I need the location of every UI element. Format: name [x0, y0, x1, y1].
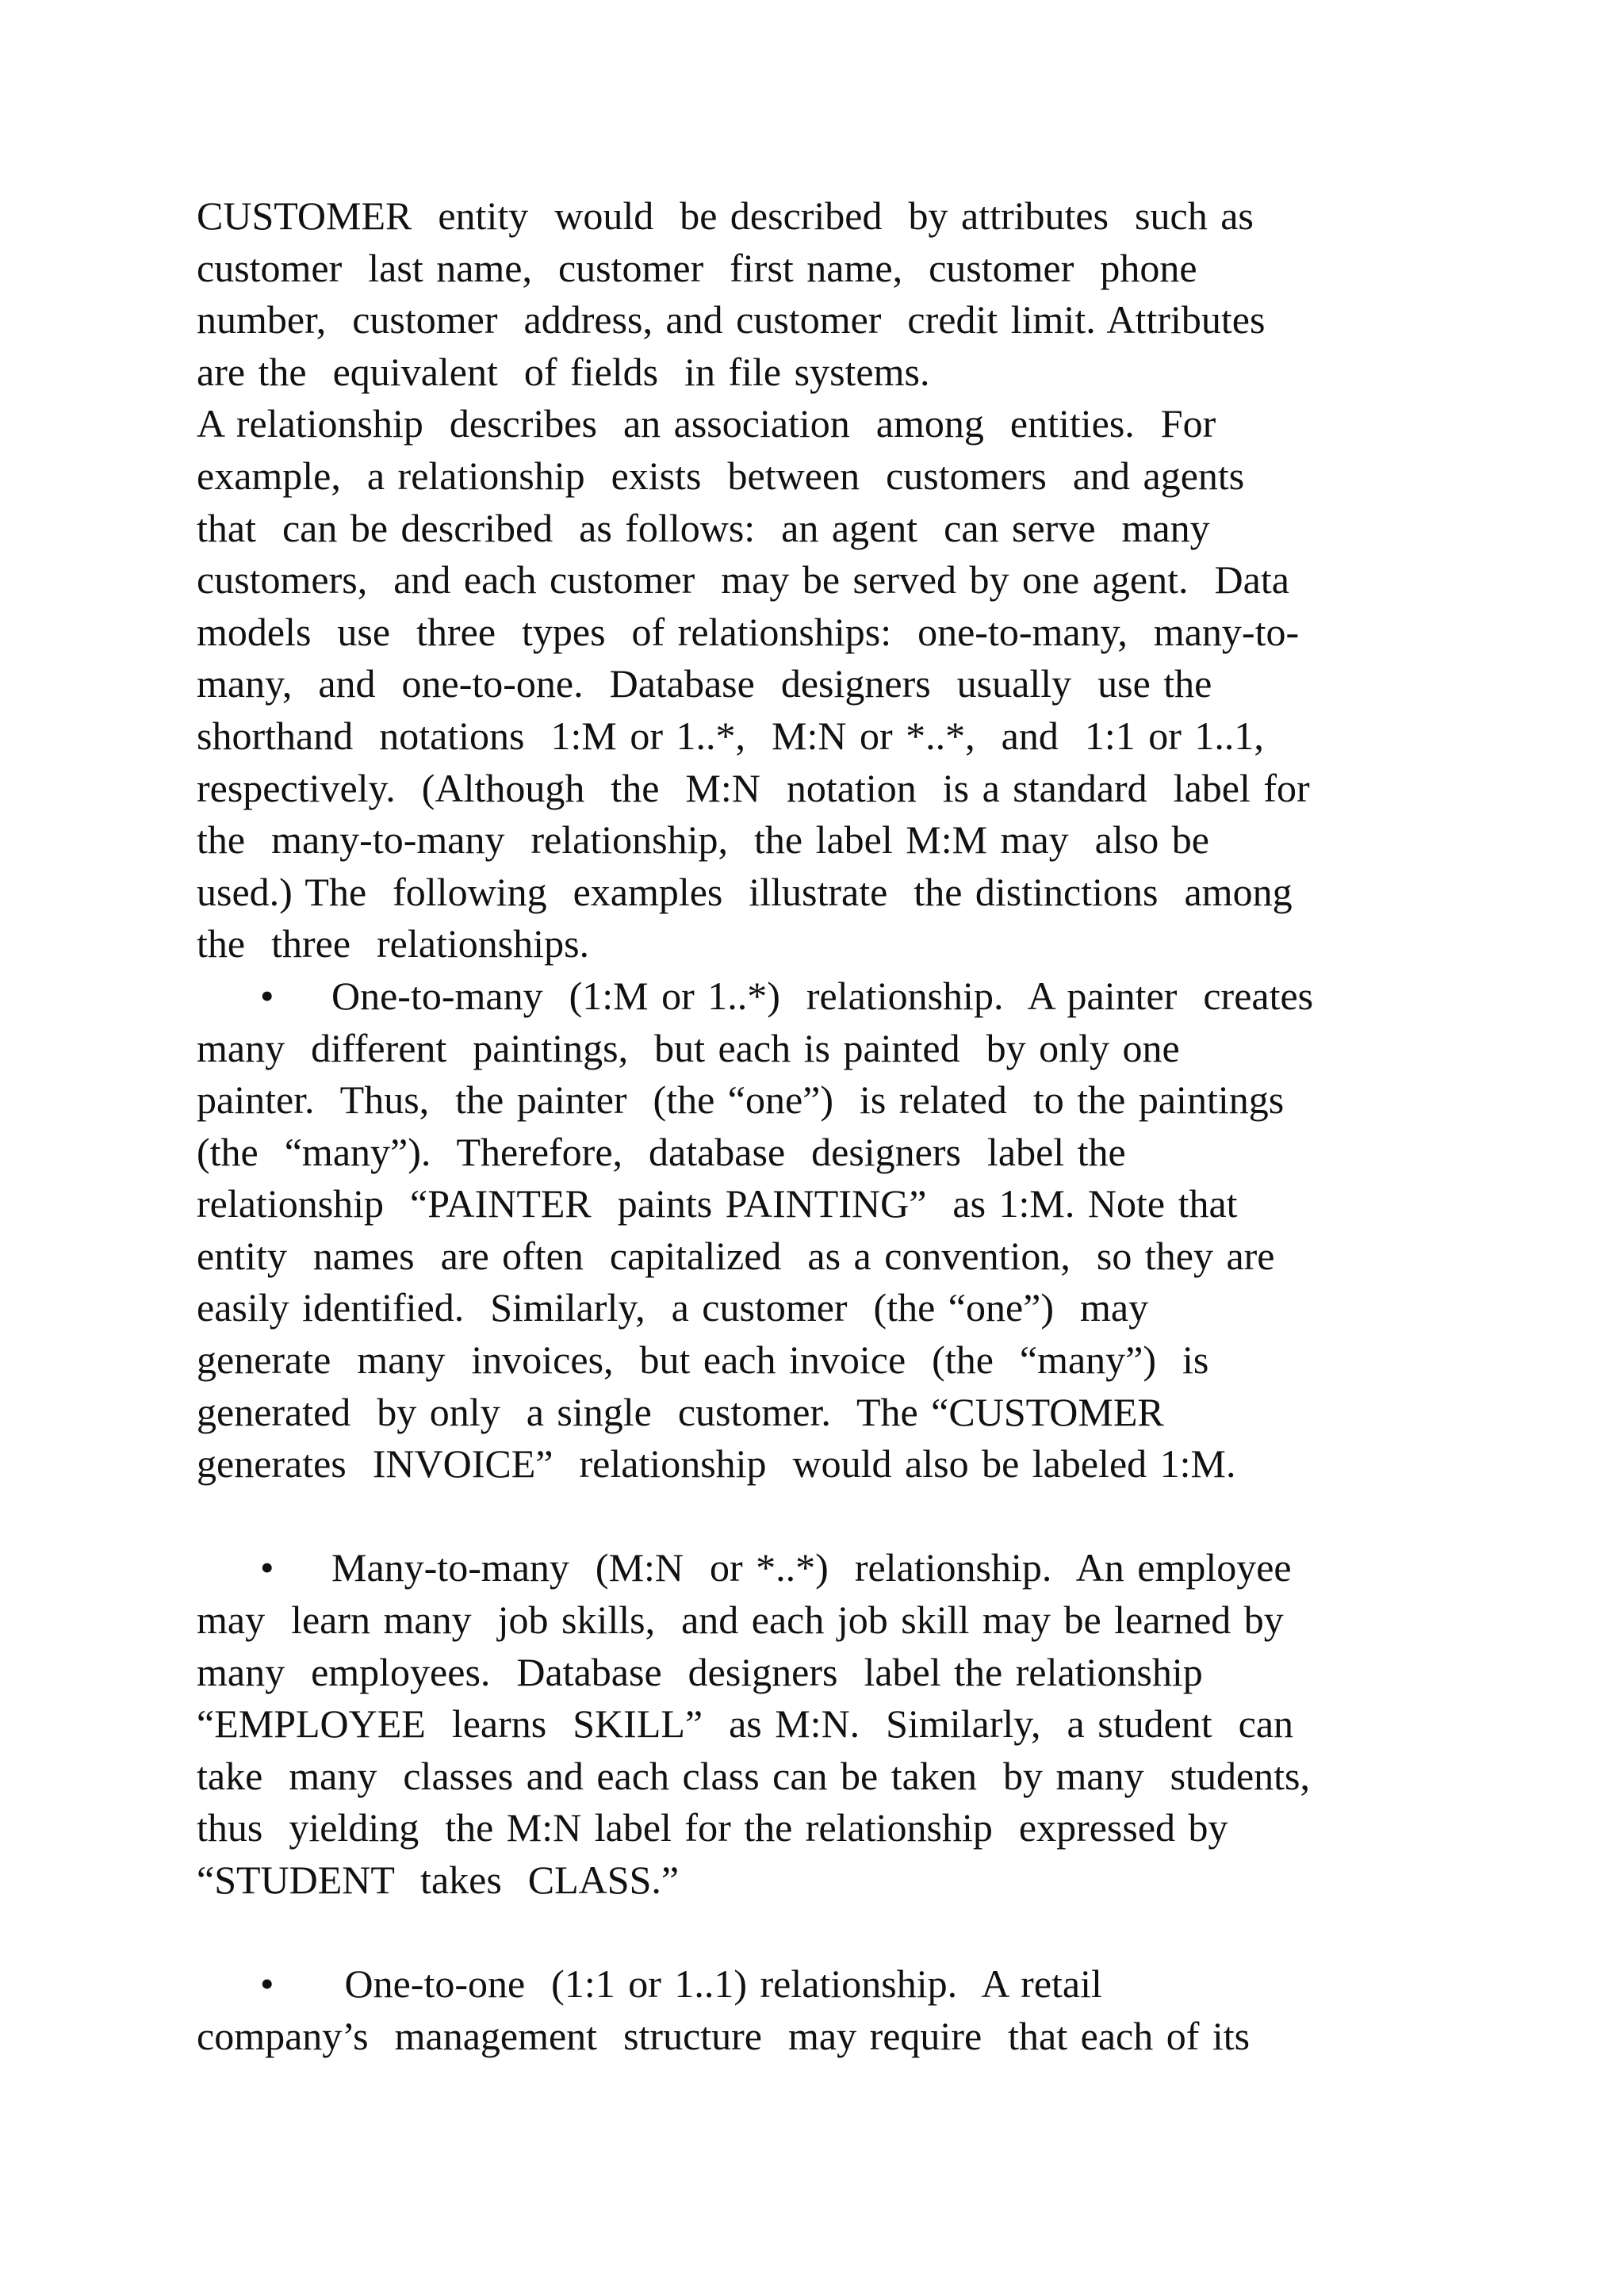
paragraph-line: “EMPLOYEE learns SKILL” as M:N. Similarly, a student can [197, 1701, 1294, 1747]
paragraph-line: customer last name, customer first name, customer phone [197, 245, 1197, 290]
paragraph-line: entity names are often capitalized as a convention, so they are [197, 1233, 1275, 1278]
many-to-many-bullet [197, 1542, 1465, 1906]
one-to-many-bullet [197, 970, 1465, 1490]
paragraph-line: easily identified. Similarly, a customer (the “one”) may [197, 1285, 1149, 1330]
one-to-one-bullet [197, 1958, 1465, 2062]
paragraph-line: many, and one-to-one. Database designers usually use the [197, 661, 1212, 706]
paragraph-line: painter. Thus, the painter (the “one”) is related to the paintings [197, 1077, 1285, 1123]
paragraph-line: the many-to-many relationship, the label M:M may also be [197, 817, 1209, 863]
bullet-lead-text: One-to-one (1:1 or 1..1) relationship. A retail [331, 1961, 1102, 2007]
paragraph-line: models use three types of relationships: one-to-many, many-to- [197, 609, 1300, 654]
paragraph-line: A relationship describes an association among entities. For [197, 401, 1216, 446]
paragraph-line: take many classes and each class can be taken by many students, [197, 1753, 1310, 1798]
paragraph-line: (the “many”). Therefore, database designers label the [197, 1129, 1126, 1174]
bullet-icon: • [260, 973, 274, 1018]
paragraph-line: customers, and each customer may be served by one agent. Data [197, 557, 1289, 603]
relationship-paragraph [197, 398, 1465, 970]
bullet-lead-text: Many-to-many (M:N or *..*) relationship. An employee [331, 1545, 1292, 1590]
paragraph-line: many different paintings, but each is painted by only one [197, 1025, 1180, 1070]
paragraph-line: used.) The following examples illustrate the distinctions among [197, 869, 1293, 914]
blank-line [197, 1907, 1465, 1959]
attributes-paragraph [197, 190, 1465, 398]
paragraph-line: many employees. Database designers label the relationship [197, 1649, 1203, 1694]
bullet-lead-text: One-to-many (1:M or 1..*) relationship. A painter creates [331, 973, 1314, 1018]
bullet-first-line [197, 1958, 1465, 2011]
bullet-first-line [197, 1542, 1465, 1594]
paragraph-line: company’s management structure may require that each of its [197, 2013, 1251, 2058]
paragraph-line: generated by only a single customer. The “CUSTOMER [197, 1389, 1164, 1434]
paragraph-line: relationship “PAINTER paints PAINTING” as 1:M. Note that [197, 1181, 1238, 1226]
bullet-icon: • [260, 1545, 274, 1590]
paragraph-line: generate many invoices, but each invoice (the “many”) is [197, 1337, 1209, 1383]
blank-line [197, 1490, 1465, 1543]
paragraph-line: number, customer address, and customer credit limit. Attributes [197, 297, 1266, 342]
paragraph-line: example, a relationship exists between customers and agents [197, 453, 1245, 498]
paragraph-line: may learn many job skills, and each job skill may be learned by [197, 1598, 1284, 1643]
paragraph-line: CUSTOMER entity would be described by attributes such as [197, 193, 1254, 238]
paragraph-line: thus yielding the M:N label for the relationship expressed by [197, 1805, 1228, 1850]
paragraph-line: that can be described as follows: an agent can serve many [197, 505, 1210, 550]
paragraph-line: are the equivalent of fields in file systems. [197, 349, 930, 394]
paragraph-line: the three relationships. [197, 921, 590, 966]
bullet-first-line [197, 970, 1465, 1023]
bullet-icon: • [260, 1961, 274, 2007]
paragraph-line: shorthand notations 1:M or 1..*, M:N or *..*, and 1:1 or 1..1, [197, 713, 1264, 758]
paragraph-line: generates INVOICE” relationship would also be labeled 1:M. [197, 1441, 1236, 1487]
paragraph-line: “STUDENT takes CLASS.” [197, 1858, 680, 1902]
document-body [197, 190, 1465, 2062]
paragraph-line: respectively. (Although the M:N notation is a standard label for [197, 765, 1310, 810]
